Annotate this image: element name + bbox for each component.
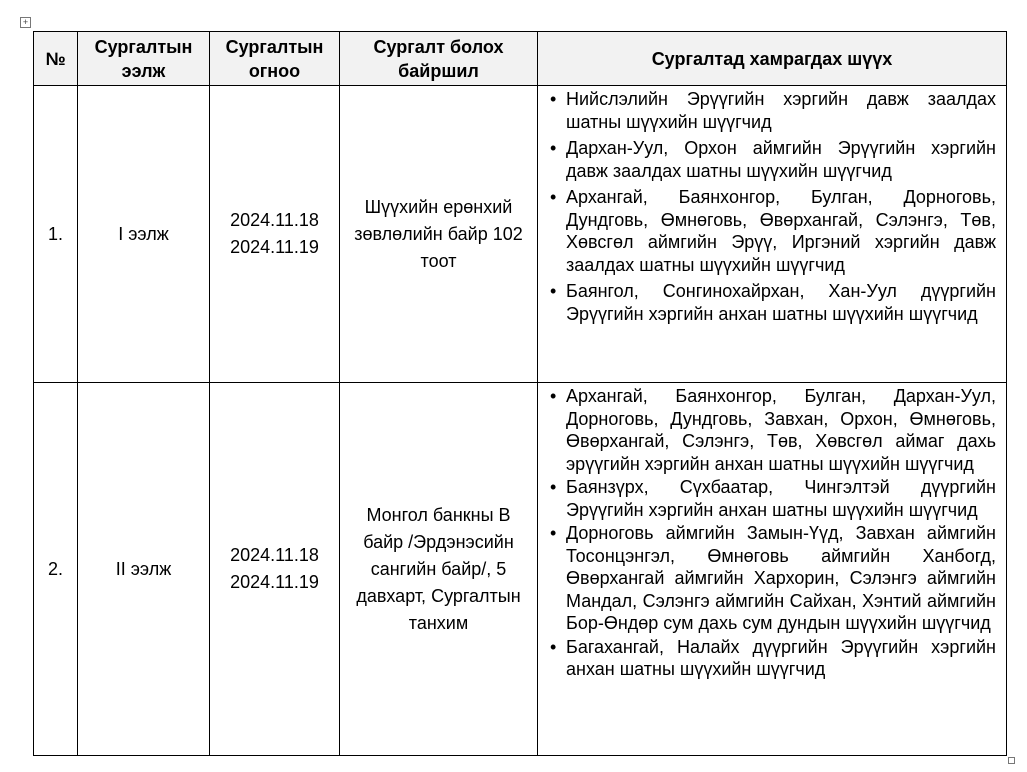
list-item: • Архангай, Баянхонгор, Булган, Дорноговь, Дундговь, Өмнөговь, Өвөрхангай, Сэлэнгэ, Төв, Хөвсгөл аймгийн Эрүү, Иргэний хэргийн давж заалдах шатны шүүхийн шүүгчид: [550, 186, 996, 276]
list-item: • Баянзүрх, Сүхбаатар, Чингэлтэй дүүргийн Эрүүгийн хэргийн анхан шатны шүүхийн шүүгчид: [550, 476, 996, 521]
row-location: Монгол банкны В байр /Эрдэнэсийн сангийн байр/, 5 давхарт, Сургалтын танхим: [340, 383, 538, 756]
row-date-start: 2024.11.18: [230, 545, 319, 565]
header-shift: Сургалтын ээлж: [78, 32, 210, 86]
list-item: • Дорноговь аймгийн Замын-Үүд, Завхан аймгийн Тосонцэнгэл, Өмнөговь аймгийн Ханбогд, Өвөрхангай аймгийн Хархорин, Сэлэнгэ аймгийн Мандал, Сэлэнгэ аймгийн Сайхан, Хэнтий аймгийн Бор-Өндөр сум дахь сум дундын шүүхийн шүүгчид: [550, 522, 996, 635]
table-row: [34, 86, 1007, 383]
list-item: • Дархан-Уул, Орхон аймгийн Эрүүгийн хэргийн давж заалдах шатны шүүхийн шүүгчид: [550, 137, 996, 182]
row-location: Шүүхийн ерөнхий зөвлөлийн байр 102 тоот: [340, 86, 538, 383]
list-item: • Багахангай, Налайх дүүргийн Эрүүгийн хэргийн анхан шатны шүүхийн шүүгчид: [550, 636, 996, 681]
header-location: Сургалт болох байршил: [340, 32, 538, 86]
header-number: №: [34, 32, 78, 86]
row-shift: II ээлж: [78, 383, 210, 756]
table-row: [34, 383, 1007, 756]
list-item: • Баянгол, Сонгинохайрхан, Хан-Уул дүүргийн Эрүүгийн хэргийн анхан шатны шүүхийн шүүгчид: [550, 280, 996, 325]
table-move-handle-icon[interactable]: +: [20, 17, 31, 28]
header-courts: Сургалтад хамрагдах шүүх: [538, 32, 1007, 86]
row-dates: [210, 383, 340, 756]
header-date: Сургалтын огноо: [210, 32, 340, 86]
row-number: 1.: [34, 86, 78, 383]
row-courts: [538, 86, 1007, 383]
list-item: • Нийслэлийн Эрүүгийн хэргийн давж заалдах шатны шүүхийн шүүгчид: [550, 88, 996, 133]
row-shift: I ээлж: [78, 86, 210, 383]
row-courts: [538, 383, 1007, 756]
table-resize-handle-icon[interactable]: [1008, 757, 1015, 764]
row-dates: [210, 86, 340, 383]
courts-list: [550, 385, 996, 681]
courts-list: [550, 88, 996, 325]
row-date-end: 2024.11.19: [230, 237, 319, 257]
row-date-start: 2024.11.18: [230, 210, 319, 230]
row-date-end: 2024.11.19: [230, 572, 319, 592]
training-schedule-table: [33, 31, 1007, 756]
row-number: 2.: [34, 383, 78, 756]
list-item: • Архангай, Баянхонгор, Булган, Дархан-Уул, Дорноговь, Дундговь, Завхан, Орхон, Өмнөговь, Өвөрхангай, Сэлэнгэ, Төв, Хөвсгөл аймаг дахь эрүүгийн хэргийн анхан шатны шүүхийн шүүгчид: [550, 385, 996, 475]
header-row: [34, 32, 1007, 86]
